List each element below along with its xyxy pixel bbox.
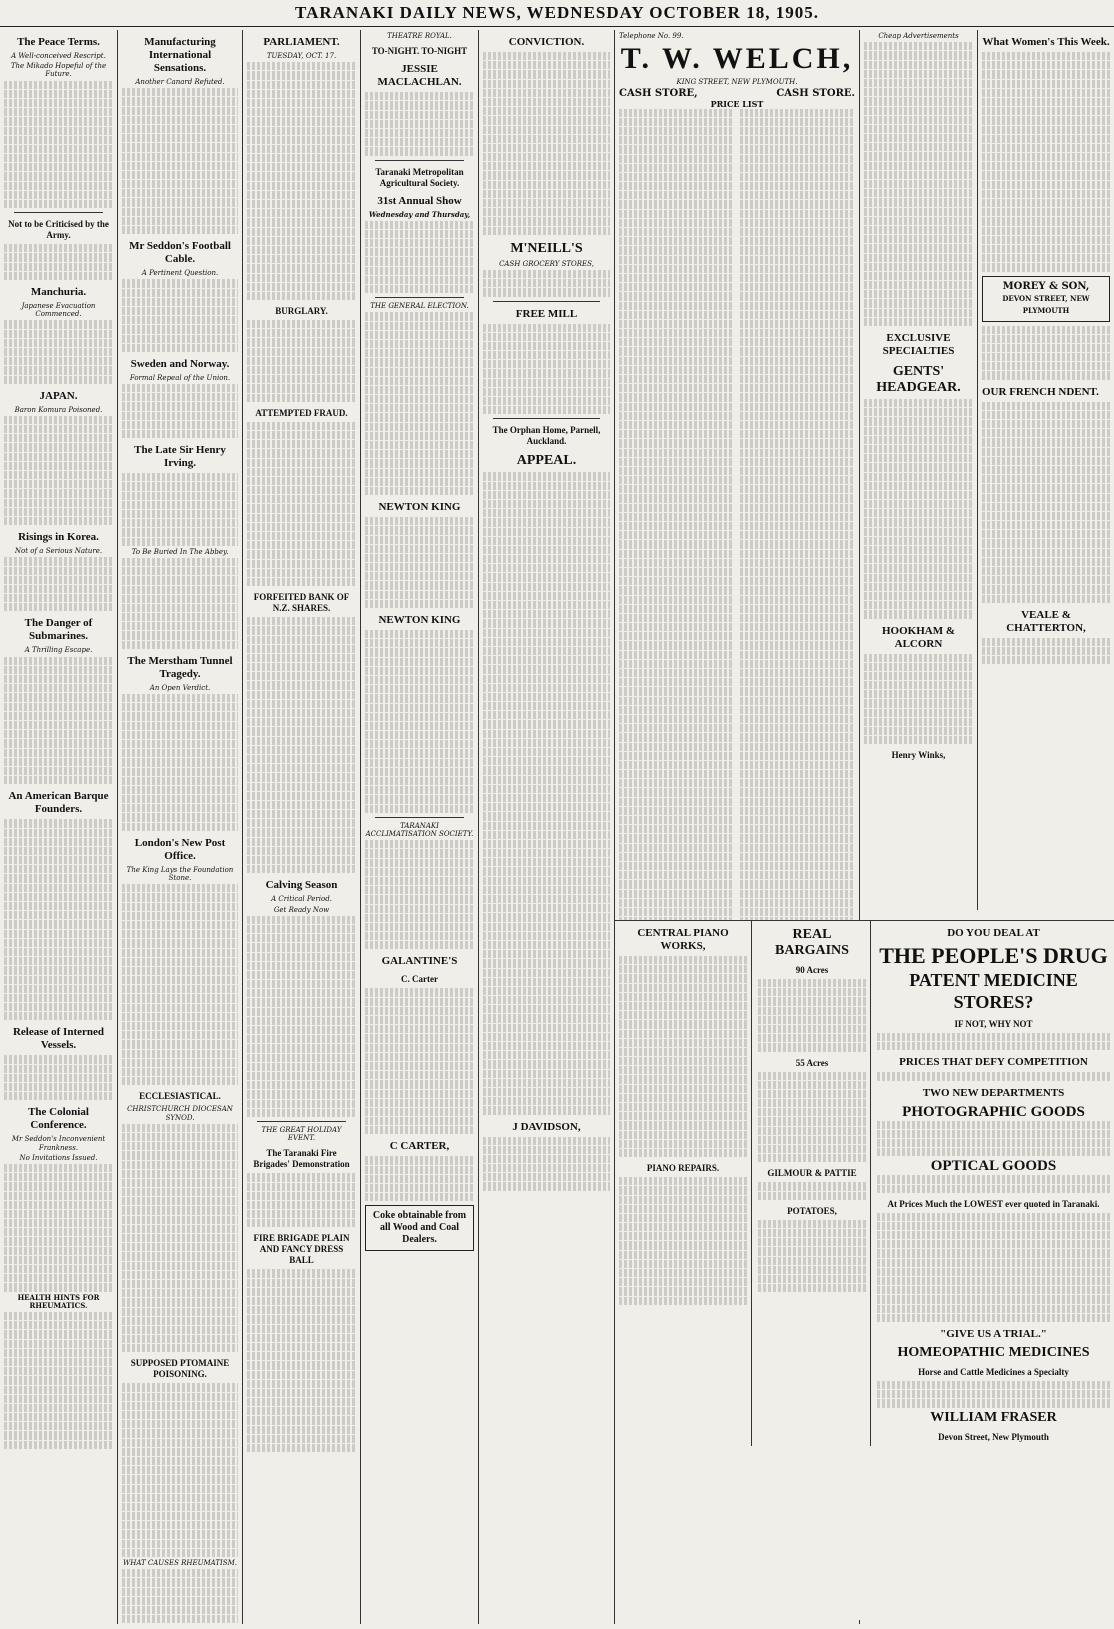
welch-address: KING STREET, NEW PLYMOUTH. xyxy=(676,78,798,87)
cash-store-label: CASH STORE, xyxy=(619,88,698,100)
headline: The Merstham Tunnel Tragedy. xyxy=(127,654,233,680)
subhead: Mr Seddon's Inconvenient Frankness. xyxy=(11,1135,106,1152)
headline: HOOKHAM & ALCORN xyxy=(881,624,956,650)
headline: M'NEILL'S xyxy=(510,240,583,256)
headline: Risings in Korea. xyxy=(18,531,99,544)
headline: FREE MILL xyxy=(515,307,578,320)
headline: C. Carter xyxy=(401,974,438,985)
headline: OUR FRENCH NDENT. xyxy=(982,385,1099,398)
headline: GALANTINE'S xyxy=(381,955,458,968)
headline: 55 Acres xyxy=(795,1057,829,1068)
headline: THE PEOPLE'S DRUG xyxy=(879,943,1108,968)
headline: OPTICAL GOODS xyxy=(930,1158,1057,1175)
headline: The Taranaki Fire Brigades' Demonstration xyxy=(253,1148,350,1170)
masthead xyxy=(0,0,1114,27)
subhead: A Thrilling Escape. xyxy=(24,646,93,655)
subhead: HEALTH HINTS FOR RHEUMATICS. xyxy=(17,1292,100,1310)
subhead: Baron Komura Poisoned. xyxy=(14,405,103,414)
subhead: Japanese Evacuation Commenced. xyxy=(21,301,96,319)
headline: PATENT MEDICINE STORES? xyxy=(909,970,1078,1012)
headline: APPEAL. xyxy=(516,453,577,469)
headline: TO-NIGHT. TO-NIGHT xyxy=(371,46,468,57)
subhead: CASH GROCERY STORES, xyxy=(499,259,594,268)
headline: Horse and Cattle Medicines a Specialty xyxy=(918,1366,1069,1377)
welch-title: T. W. WELCH, xyxy=(620,42,854,76)
headline: FORFEITED BANK OF N.Z. SHARES. xyxy=(253,592,350,614)
column-4 xyxy=(361,30,479,1624)
headline: GILMOUR & PATTIE xyxy=(767,1168,857,1179)
subhead: To Be Buried In The Abbey. xyxy=(131,547,229,556)
headline: Taranaki Metropolitan Agricultural Society. xyxy=(375,166,464,188)
headline: WILLIAM FRASER xyxy=(930,1409,1057,1425)
headline: The Orphan Home, Parnell, Auckland. xyxy=(492,425,601,447)
headline: PIANO REPAIRS. xyxy=(646,1163,720,1174)
headline: What Women's This Week. xyxy=(982,36,1110,48)
headline: J DAVIDSON, xyxy=(512,1120,581,1133)
cash-store-label: CASH STORE. xyxy=(776,88,855,100)
headline: IF NOT, WHY NOT xyxy=(954,1019,1033,1029)
subhead: No Invitations Issued. xyxy=(19,1153,98,1162)
headline: 31st Annual Show xyxy=(377,194,462,207)
subhead: THE GENERAL ELECTION. xyxy=(370,302,469,311)
headline: JAPAN. xyxy=(39,389,78,402)
headline: At Prices Much the LOWEST ever quoted in Taranaki. xyxy=(887,1198,1100,1209)
subhead: A Critical Period. xyxy=(271,895,332,904)
headline: JESSIE MACLACHLAN. xyxy=(377,63,462,89)
headline: C CARTER, xyxy=(389,1140,450,1153)
headline: Mr Seddon's Football Cable. xyxy=(129,240,231,266)
headline: An American Barque Founders. xyxy=(8,790,109,816)
headline: TWO NEW DEPARTMENTS xyxy=(922,1086,1065,1099)
drug-store-ad xyxy=(615,920,1114,1620)
column-2 xyxy=(118,30,243,1624)
headline: PHOTOGRAPHIC GOODS xyxy=(902,1103,1085,1120)
headline: "GIVE US A TRIAL." xyxy=(940,1327,1047,1340)
subhead: THEATRE ROYAL. xyxy=(387,32,452,40)
subhead: Formal Repeal of the Union. xyxy=(129,373,231,382)
headline: DO YOU DEAL AT xyxy=(947,927,1040,939)
headline: The Colonial Conference. xyxy=(28,1106,89,1132)
headline: CONVICTION. xyxy=(508,36,585,48)
subhead: TUESDAY, OCT. 17. xyxy=(266,52,337,60)
column-7 xyxy=(860,30,978,910)
column-3 xyxy=(243,30,361,1624)
subhead: The King Lays the Foundation Stone. xyxy=(126,865,234,883)
headline: ATTEMPTED FRAUD. xyxy=(255,407,348,418)
column-8 xyxy=(978,30,1114,910)
subhead: Another Canard Refuted. xyxy=(135,78,225,86)
headline: EXCLUSIVE SPECIALTIES xyxy=(882,332,955,358)
headline: The Danger of Submarines. xyxy=(24,617,93,643)
subhead: An Open Verdict. xyxy=(149,683,211,692)
headline: 90 Acres xyxy=(795,965,829,975)
headline: Manchuria. xyxy=(30,285,87,298)
subhead: DEVON STREET, NEW PLYMOUTH xyxy=(1002,293,1090,315)
headline: Manufacturing International Sensations. xyxy=(144,36,216,74)
headline: NEWTON KING xyxy=(378,501,461,514)
headline: PARLIAMENT. xyxy=(263,36,340,48)
subhead: Not of a Serious Nature. xyxy=(14,547,103,556)
headline: FIRE BRIGADE PLAIN AND FANCY DRESS BALL xyxy=(253,1233,350,1266)
headline: London's New Post Office. xyxy=(134,836,226,862)
subhead: Cheap Advertisements xyxy=(878,32,959,40)
column-5 xyxy=(479,30,615,1624)
masthead-title: TARANAKI DAILY NEWS, WEDNESDAY OCTOBER 18, 1905. xyxy=(295,3,819,22)
subhead: The Mikado Hopeful of the Future. xyxy=(10,62,107,79)
headline: Calving Season xyxy=(265,879,338,892)
headline: NEWTON KING xyxy=(378,614,461,627)
headline: REAL BARGAINS xyxy=(775,927,849,958)
headline: PRICES THAT DEFY COMPETITION xyxy=(899,1056,1088,1069)
headline: Sweden and Norway. xyxy=(130,357,230,370)
column-1 xyxy=(0,30,118,1624)
headline: CENTRAL PIANO WORKS, xyxy=(637,927,729,952)
subhead: Wednesday and Thursday, xyxy=(368,209,471,219)
coke-ad: Coke obtainable from all Wood and Coal Dealers. xyxy=(365,1205,474,1251)
headline: The Peace Terms. xyxy=(17,36,100,48)
subhead: TARANAKI ACCLIMATISATION SOCIETY. xyxy=(365,821,474,838)
headline: Henry Winks, xyxy=(891,750,946,761)
headline: The Late Sir Henry Irving. xyxy=(134,444,226,470)
headline: SUPPOSED PTOMAINE POISONING. xyxy=(130,1358,230,1380)
subhead: A Pertinent Question. xyxy=(141,269,219,278)
headline: Release of Interned Vessels. xyxy=(12,1026,105,1052)
subhead: Get Ready Now xyxy=(273,905,330,914)
phone-number: Telephone No. 99. xyxy=(619,32,684,40)
headline: Devon Street, New Plymouth xyxy=(938,1431,1049,1442)
headline: Not to be Criticised by the Army. xyxy=(8,219,109,241)
headline: ECCLESIASTICAL. xyxy=(139,1091,221,1102)
headline: BURGLARY. xyxy=(275,306,328,317)
subhead: CHRISTCHURCH DIOCESAN SYNOD. xyxy=(127,1105,233,1122)
headline: HOMEOPATHIC MEDICINES xyxy=(897,1344,1090,1360)
headline: POTATOES, xyxy=(787,1205,837,1216)
subhead: A Well-conceived Rescript. xyxy=(11,52,106,60)
headline: VEALE & CHATTERTON, xyxy=(1006,608,1086,634)
price-list-label: PRICE LIST xyxy=(710,99,764,110)
headline: MOREY & SON, xyxy=(1002,280,1090,292)
subhead: WHAT CAUSES RHEUMATISM. xyxy=(123,1559,237,1568)
headline: GENTS' HEADGEAR. xyxy=(876,364,961,396)
subhead: THE GREAT HOLIDAY EVENT. xyxy=(261,1125,342,1143)
